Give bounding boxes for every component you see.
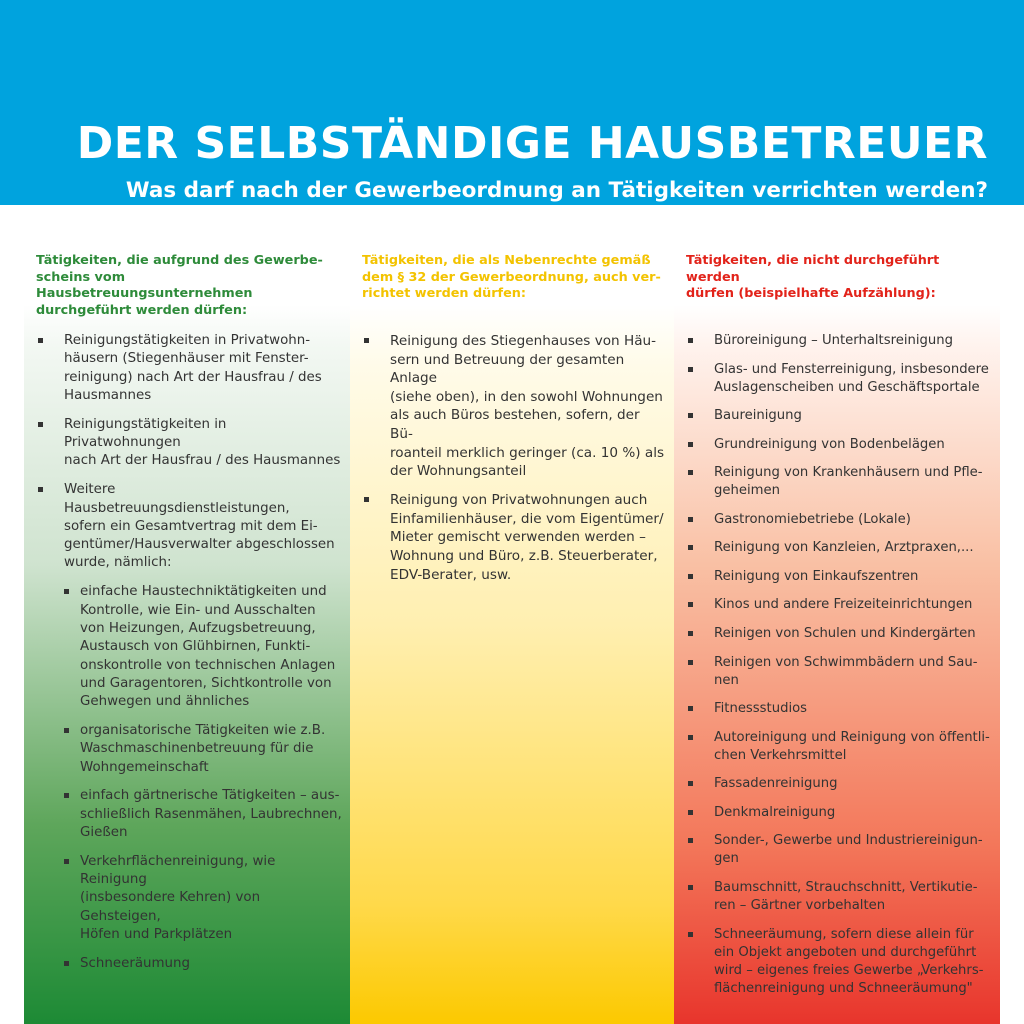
text-line: als auch Büros bestehen, sofern, der Bü- [390, 407, 640, 442]
list-item [686, 436, 992, 454]
text-line: Mieter gemischt verwenden werden – [390, 529, 646, 546]
bullet-icon [688, 838, 693, 843]
bullet-icon [688, 545, 693, 550]
bullet-icon [688, 442, 693, 447]
text-line: Reinigen von Schwimmbädern und Sau- [714, 654, 978, 670]
text-line: dürfen (beispielhafte Aufzählung): [686, 286, 936, 301]
text-line: einfache Haustechniktätigkeiten und [80, 584, 327, 600]
text-line: Kontrolle, wie Ein- und Ausschalten [80, 602, 316, 618]
list-item [686, 596, 992, 614]
bullet-icon [38, 422, 43, 427]
page-subtitle: Was darf nach der Gewerbeordnung an Tätigkeiten verrichten werden? [125, 178, 988, 203]
text-line: Weitere Hausbetreuungsdienstleistungen, [64, 482, 290, 516]
text-line: richtet werden dürfen: [362, 286, 527, 301]
text-line: Einfamilienhäuser, die vom Eigentümer/ [390, 510, 664, 527]
bullet-icon [688, 660, 693, 665]
text-line: Schneeräumung, sofern diese allein für [714, 926, 974, 942]
bullet-icon [64, 728, 69, 733]
list-item [686, 539, 992, 557]
text-line: geheimen [714, 483, 780, 499]
bullet-icon [688, 631, 693, 636]
sub-list-item [64, 583, 342, 711]
text-line: dem § 32 der Gewerbeordnung, auch ver- [362, 269, 661, 285]
bullet-icon [688, 932, 693, 937]
list-item [686, 332, 992, 350]
text-line: sern und Betreuung der gesamten Anlage [390, 351, 625, 387]
text-line: Waschmaschinenbetreuung für die [80, 741, 314, 757]
text-line: gentümer/Hausverwalter abgeschlossen [64, 537, 335, 553]
bullet-icon [688, 517, 693, 522]
text-line: sofern ein Gesamtvertrag mit dem Ei- [64, 518, 318, 534]
text-line: schließlich Rasenmähen, Laubrechnen, [80, 806, 342, 822]
bullet-icon [64, 793, 69, 798]
list-item [686, 625, 992, 643]
text-line: reinigung) nach Art der Hausfrau / des [64, 369, 322, 385]
text-line: Reinigungstätigkeiten in Privatwohn- [64, 333, 311, 348]
page-title: DER SELBSTÄNDIGE HAUSBETREUER [76, 118, 988, 169]
list-item [686, 511, 992, 529]
text-line: Büroreinigung – Unterhaltsreinigung [714, 333, 953, 348]
text-line: Reinigen von Schulen und Kindergärten [714, 626, 976, 642]
list-item [686, 729, 992, 765]
list-item [686, 568, 992, 586]
text-line: ein Objekt angeboten und durchgeführt [714, 944, 977, 960]
text-line: der Wohnungsanteil [390, 463, 527, 480]
bullet-icon [688, 885, 693, 890]
text-line: roanteil merklich geringer (ca. 10 %) als [390, 444, 665, 461]
text-line: Gießen [80, 825, 128, 840]
text-line: Auslagenscheiben und Geschäftsportale [714, 379, 980, 395]
text-line: scheins vom Hausbetreuungsunternehmen [36, 269, 253, 301]
bullet-icon [64, 589, 69, 594]
text-line: flächenreinigung und Schneeräumung" [714, 980, 973, 996]
text-line: Reinigung des Stiegenhauses von Häu- [390, 333, 657, 349]
bullet-icon [688, 706, 693, 711]
column-heading-not-allowed [686, 253, 992, 303]
text-line: Fitnessstudios [714, 701, 808, 717]
text-line: Höfen und Parkplätzen [80, 927, 233, 943]
text-line: EDV-Berater, usw. [390, 566, 512, 583]
list-item [686, 926, 992, 998]
bullet-icon [64, 961, 69, 966]
bullet-icon [688, 735, 693, 740]
text-line: Baumschnitt, Strauchschnitt, Vertikutie- [714, 879, 978, 895]
text-line: wurde, nämlich: [64, 555, 172, 571]
text-line: Austausch von Glühbirnen, Funkti- [80, 639, 311, 655]
bullet-icon [688, 413, 693, 418]
list-item [36, 481, 342, 973]
list-item [686, 464, 992, 500]
sub-list-item [64, 787, 342, 842]
list-item [686, 654, 992, 690]
column-allowed [24, 205, 350, 1024]
text-line: organisatorische Tätigkeiten wie z.B. [80, 722, 326, 738]
list-secondary-rights [362, 332, 666, 595]
text-line: (insbesondere Kehren) von Gehsteigen, [80, 890, 261, 924]
text-line: Verkehrflächenreinigung, wie Reinigung [80, 853, 276, 888]
text-line: Reinigungstätigkeiten in Privatwohnungen [64, 416, 227, 451]
text-line: Glas- und Fensterreinigung, insbesondere [714, 361, 989, 377]
sub-list-item [64, 955, 342, 973]
bullet-icon [38, 487, 43, 492]
text-line: Reinigung von Krankenhäusern und Pfle- [714, 465, 983, 481]
bullet-icon [364, 497, 369, 502]
sub-list-item [64, 853, 342, 945]
text-line: Tätigkeiten, die nicht durchgeführt werden [686, 253, 940, 285]
text-line: Reinigung von Privatwohnungen auch [390, 492, 648, 509]
bullet-icon [688, 810, 693, 815]
list-item [686, 879, 992, 915]
text-line: onskontrolle von technischen Anlagen [80, 657, 336, 673]
bullet-icon [688, 574, 693, 579]
text-line: (siehe oben), in den sowohl Wohnungen [390, 388, 663, 405]
text-line: Kinos und andere Freizeiteinrichtungen [714, 597, 973, 613]
header-banner [0, 0, 1024, 205]
list-item [362, 332, 666, 481]
text-line: Tätigkeiten, die aufgrund des Gewerbe- [36, 253, 323, 268]
list-item [686, 700, 992, 718]
bullet-icon [364, 338, 369, 343]
list-item [686, 361, 992, 397]
text-line: Hausmannes [64, 387, 152, 403]
text-line: häusern (Stiegenhäuser mit Fenster- [64, 351, 309, 367]
sub-list-item [64, 722, 342, 777]
text-line: Autoreinigung und Reinigung von öffentli- [714, 729, 990, 745]
text-line: nach Art der Hausfrau / des Hausmannes [64, 453, 341, 469]
text-line: und Garagentoren, Sichtkontrolle von [80, 675, 332, 691]
list-item [686, 804, 992, 822]
list-item [36, 416, 342, 471]
text-line: Denkmalreinigung [714, 804, 836, 820]
bullet-icon [688, 367, 693, 372]
text-line: Baureinigung [714, 408, 802, 424]
text-line: Reinigung von Einkaufszentren [714, 568, 919, 584]
text-line: nen [714, 672, 739, 688]
bullet-icon [64, 859, 69, 864]
text-line: Wohnung und Büro, z.B. Steuerberater, [390, 548, 658, 565]
list-allowed [36, 332, 342, 984]
text-line: Gastronomiebetriebe (Lokale) [714, 511, 911, 527]
text-line: von Heizungen, Aufzugsbetreuung, [80, 620, 316, 636]
text-line: Wohngemeinschaft [80, 759, 209, 775]
list-item [686, 832, 992, 868]
list-item [686, 775, 992, 793]
bullet-icon [38, 338, 43, 343]
column-not-allowed [674, 205, 1000, 1024]
bullet-icon [688, 338, 693, 343]
text-line: Gehwegen und ähnliches [80, 694, 250, 710]
text-line: Schneeräumung [80, 955, 191, 971]
list-item [686, 407, 992, 425]
text-line: Tätigkeiten, die als Nebenrechte gemäß [362, 253, 651, 268]
bullet-icon [688, 470, 693, 475]
bullet-icon [688, 602, 693, 607]
text-line: Reinigung von Kanzleien, Arztpraxen,... [714, 540, 974, 556]
text-line: chen Verkehrsmittel [714, 747, 847, 763]
text-line: ren – Gärtner vorbehalten [714, 898, 886, 914]
bullet-icon [688, 781, 693, 786]
list-not-allowed [686, 332, 992, 1008]
column-heading-secondary-rights [362, 253, 666, 303]
column-heading-allowed [36, 253, 342, 319]
text-line: Fassadenreinigung [714, 776, 838, 792]
sub-list [64, 583, 342, 973]
text-line: gen [714, 851, 739, 867]
text-line: Sonder-, Gewerbe und Industriereinigun- [714, 833, 983, 849]
column-secondary-rights [350, 205, 674, 1024]
text-line: einfach gärtnerische Tätigkeiten – aus- [80, 788, 340, 804]
text-line: Grundreinigung von Bodenbelägen [714, 436, 945, 452]
list-item [36, 332, 342, 405]
text-line: durchgeführt werden dürfen: [36, 302, 248, 318]
text-line: wird – eigenes freies Gewerbe „Verkehrs- [714, 962, 984, 978]
list-item [362, 491, 666, 584]
